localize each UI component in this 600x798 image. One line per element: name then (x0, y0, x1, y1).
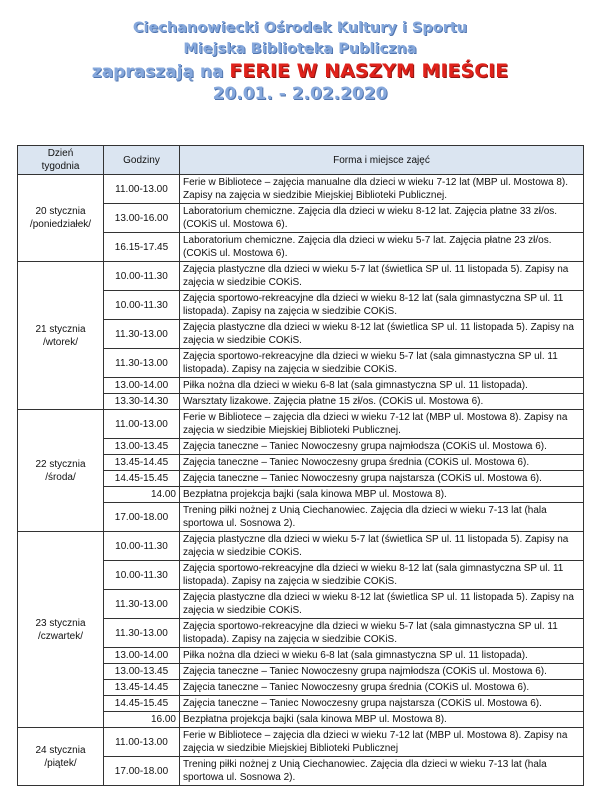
day-date: 21 stycznia (35, 323, 86, 335)
activity-column-header: Forma i miejsce zajęć (180, 146, 584, 175)
day-weekday: /poniedziałek/ (29, 219, 92, 230)
hours-cell: 13.00-16.00 (104, 204, 180, 233)
day-cell (18, 175, 104, 262)
hours-cell: 16.15-17.45 (104, 233, 180, 262)
activity-cell: Ferie w Bibliotece – zajęcia manualne dla dzieci w wieku 7-12 lat (MBP ul. Mostowa 8). Zapisy na zajęcia w siedzibie Miejskiej Biblioteki Publicznej. (180, 175, 584, 204)
day-column-header: Dzień tygodnia (18, 146, 104, 175)
activity-cell: Trening piłki nożnej z Unią Ciechanowiec. Zajęcia dla dzieci w wieku 7-13 lat (hala sportowa ul. Sosnowa 2). (180, 757, 584, 786)
hours-cell: 17.00-18.00 (104, 757, 180, 786)
activity-cell: Zajęcia plastyczne dla dzieci w wieku 5-7 lat (świetlica SP ul. 11 listopada 5). Zapisy na zajęcia w siedzibie COKiS. (180, 532, 584, 561)
table-row (18, 410, 584, 439)
activity-cell: Zajęcia taneczne – Taniec Nowoczesny grupa średnia (COKiS ul. Mostowa 6). (180, 455, 584, 471)
library-line: Miejska Biblioteka Publiczna (183, 41, 417, 57)
activity-cell: Zajęcia sportowo-rekreacyjne dla dzieci w wieku 5-7 lat (sala gimnastyczna SP ul. 11 listopada). Zapisy na zajęcia w siedzibie COKiS. (180, 349, 584, 378)
activity-cell: Zajęcia taneczne – Taniec Nowoczesny grupa średnia (COKiS ul. Mostowa 6). (180, 680, 584, 696)
activity-cell: Trening piłki nożnej z Unią Ciechanowiec. Zajęcia dla dzieci w wieku 7-13 lat (hala sportowa ul. Sosnowa 2). (180, 503, 584, 532)
hours-cell: 13.00-14.00 (104, 648, 180, 664)
day-cell (18, 728, 104, 786)
activity-cell: Zajęcia taneczne – Taniec Nowoczesny grupa najstarsza (COKiS ul. Mostowa 6). (180, 471, 584, 487)
hours-cell: 16.00 (104, 712, 180, 728)
activity-cell: Zajęcia plastyczne dla dzieci w wieku 8-12 lat (świetlica SP ul. 11 listopada 5). Zapisy na zajęcia w siedzibie COKiS. (180, 320, 584, 349)
activity-cell: Ferie w Bibliotece – zajęcia dla dzieci w wieku 7-12 lat (MBP ul. Mostowa 8). Zapisy na zajęcia w siedzibie Miejskiej Biblioteki Publicznej (180, 728, 584, 757)
hours-cell: 13.45-14.45 (104, 680, 180, 696)
activity-cell: Bezpłatna projekcja bajki (sala kinowa MBP ul. Mostowa 8). (180, 487, 584, 503)
activity-cell: Zajęcia sportowo-rekreacyjne dla dzieci w wieku 8-12 lat (sala gimnastyczna SP ul. 11 listopada). Zapisy na zajęcia w siedzibie COKiS. (180, 291, 584, 320)
day-weekday: /piątek/ (44, 757, 77, 769)
day-cell (18, 532, 104, 728)
day-cell (18, 262, 104, 410)
activity-cell: Zajęcia taneczne – Taniec Nowoczesny grupa najmłodsza (COKiS ul. Mostowa 6). (180, 664, 584, 680)
hours-cell: 11.30-13.00 (104, 349, 180, 378)
hours-cell: 11.00-13.00 (104, 410, 180, 439)
activity-cell: Zajęcia plastyczne dla dzieci w wieku 5-7 lat (świetlica SP ul. 11 listopada 5). Zapisy na zajęcia w siedzibie COKiS. (180, 262, 584, 291)
hours-cell: 13.45-14.45 (104, 455, 180, 471)
invitation-prefix: zapraszają na (91, 62, 230, 82)
day-date: 24 stycznia (35, 744, 86, 756)
day-date: 23 stycznia (35, 617, 86, 629)
invitation-line (0, 60, 600, 83)
hours-cell: 13.00-13.45 (104, 439, 180, 455)
event-dates: 20.01. - 2.02.2020 (212, 84, 388, 104)
hours-cell: 10.00-11.30 (104, 561, 180, 590)
schedule-table (17, 145, 584, 786)
day-date: 22 stycznia (35, 458, 86, 470)
hours-column-header: Godziny (104, 146, 180, 175)
hours-cell: 11.30-13.00 (104, 619, 180, 648)
activity-cell: Laboratorium chemiczne. Zajęcia dla dzieci w wieku 5-7 lat. Zajęcia płatne 23 zł/os. (COKiS ul. Mostowa 6). (180, 233, 584, 262)
table-row (18, 532, 584, 561)
hours-cell: 11.00-13.00 (104, 728, 180, 757)
header-row (18, 146, 584, 175)
hours-cell: 17.00-18.00 (104, 503, 180, 532)
hours-cell: 10.00-11.30 (104, 532, 180, 561)
table-row (18, 175, 584, 204)
activity-cell: Zajęcia sportowo-rekreacyjne dla dzieci w wieku 5-7 lat (sala gimnastyczna SP ul. 11 listopada). Zapisy na zajęcia w siedzibie COKiS. (180, 619, 584, 648)
activity-cell: Piłka nożna dla dzieci w wieku 6-8 lat (sala gimnastyczna SP ul. 11 listopada). (180, 648, 584, 664)
hours-cell: 13.30-14.30 (104, 394, 180, 410)
day-cell (18, 410, 104, 532)
hours-cell: 11.30-13.00 (104, 590, 180, 619)
table-row (18, 262, 584, 291)
activity-cell: Zajęcia taneczne – Taniec Nowoczesny grupa najmłodsza (COKiS ul. Mostowa 6). (180, 439, 584, 455)
activity-cell: Piłka nożna dla dzieci w wieku 6-8 lat (sala gimnastyczna SP ul. 11 listopada). (180, 378, 584, 394)
activity-cell: Zajęcia plastyczne dla dzieci w wieku 8-12 lat (świetlica SP ul. 11 listopada 5). Zapisy na zajęcia w siedzibie COKiS. (180, 590, 584, 619)
hours-cell: 13.00-14.00 (104, 378, 180, 394)
hours-cell: 14.45-15.45 (104, 471, 180, 487)
activity-cell: Bezpłatna projekcja bajki (sala kinowa MBP ul. Mostowa 8). (180, 712, 584, 728)
hours-cell: 11.30-13.00 (104, 320, 180, 349)
day-date: 20 stycznia (35, 206, 86, 217)
day-weekday: /środa/ (45, 471, 76, 483)
hours-cell: 10.00-11.30 (104, 262, 180, 291)
activity-cell: Warsztaty lizakowe. Zajęcia płatne 15 zł/os. (COKiS ul. Mostowa 6). (180, 394, 584, 410)
table-row (18, 728, 584, 757)
activity-cell: Zajęcia taneczne – Taniec Nowoczesny grupa najstarsza (COKiS ul. Mostowa 6). (180, 696, 584, 712)
poster-header (0, 0, 600, 105)
hours-cell: 11.00-13.00 (104, 175, 180, 204)
hours-cell: 10.00-11.30 (104, 291, 180, 320)
event-title: FERIE W NASZYM MIEŚCIE (229, 60, 509, 82)
schedule-body (18, 175, 584, 786)
hours-cell: 14.00 (104, 487, 180, 503)
activity-cell: Laboratorium chemiczne. Zajęcia dla dzieci w wieku 8-12 lat. Zajęcia płatne 33 zł/os. (COKiS ul. Mostowa 6). (180, 204, 584, 233)
organizer-line: Ciechanowiecki Ośrodek Kultury i Sportu (132, 20, 468, 36)
day-weekday: /wtorek/ (42, 336, 78, 348)
day-weekday: /czwartek/ (37, 630, 83, 642)
hours-cell: 14.45-15.45 (104, 696, 180, 712)
activity-cell: Ferie w Bibliotece – zajęcia dla dzieci w wieku 7-12 lat (MBP ul. Mostowa 8). Zapisy na zajęcia w siedzibie Miejskiej Biblioteki Publicznej. (180, 410, 584, 439)
hours-cell: 13.00-13.45 (104, 664, 180, 680)
activity-cell: Zajęcia sportowo-rekreacyjne dla dzieci w wieku 8-12 lat (sala gimnastyczna SP ul. 11 listopada). Zapisy na zajęcia w siedzibie COKiS. (180, 561, 584, 590)
schedule-header (18, 146, 584, 175)
